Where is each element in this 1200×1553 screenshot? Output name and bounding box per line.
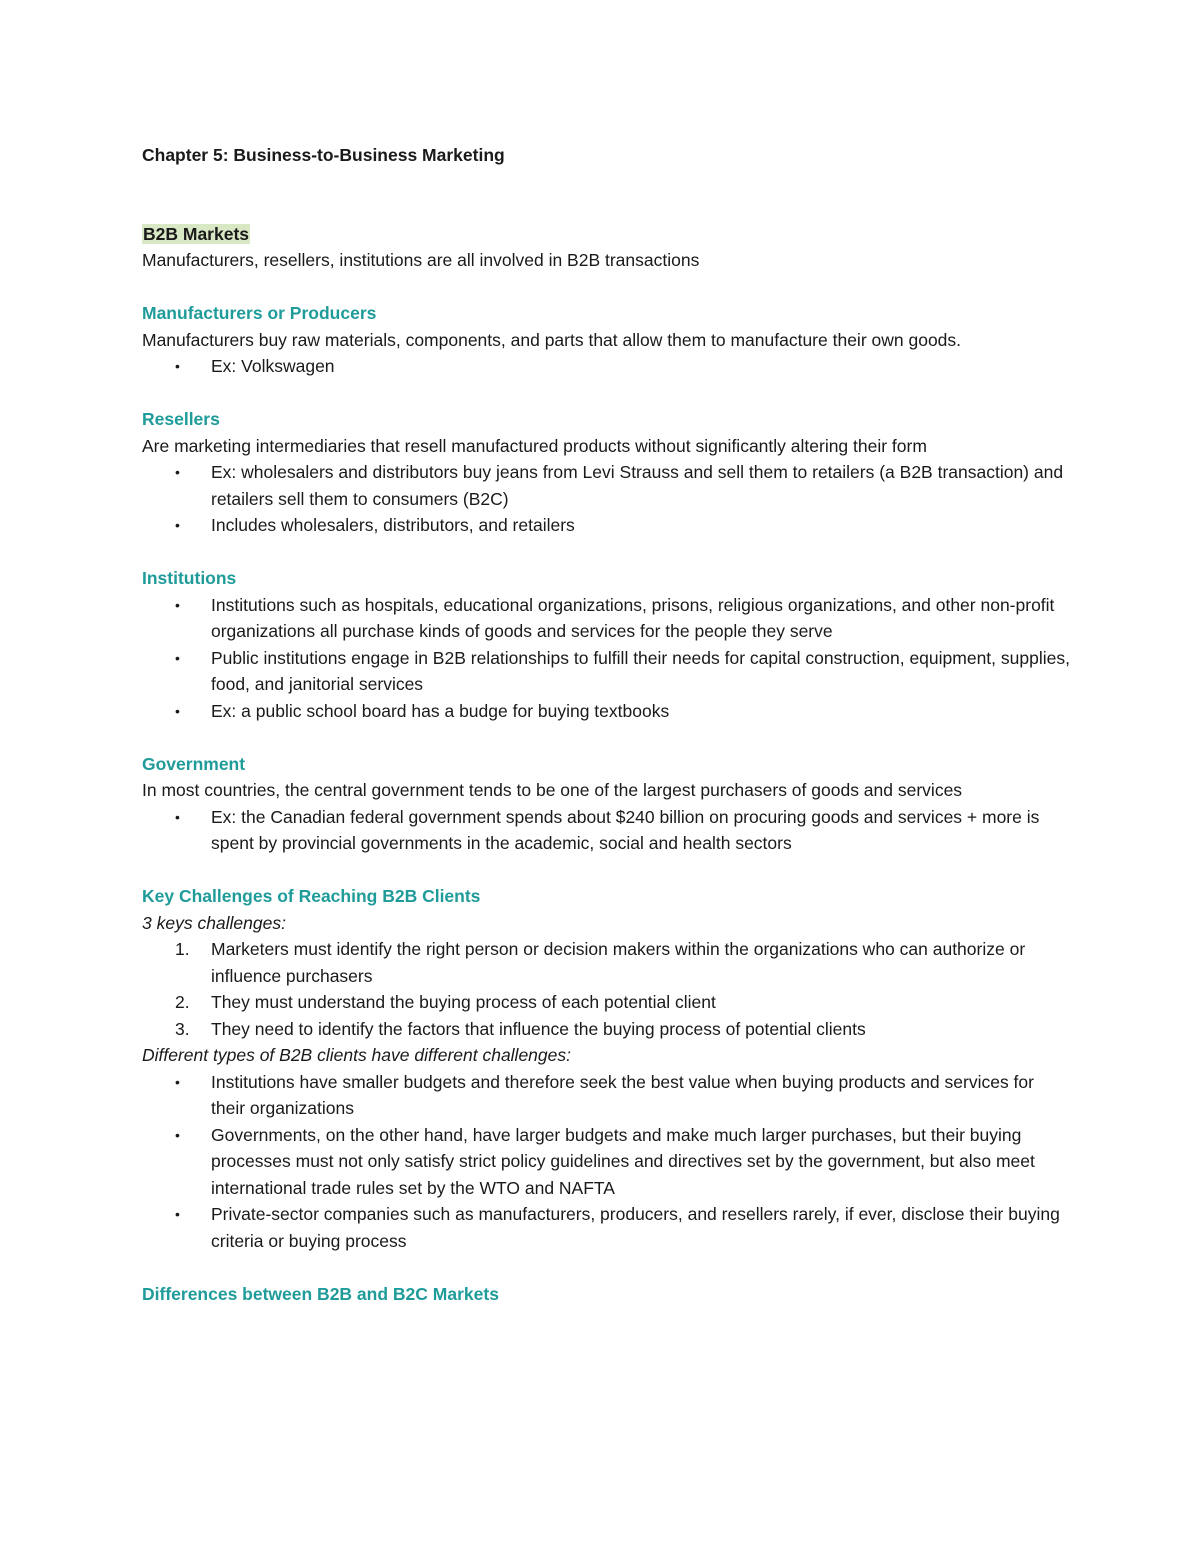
bullet-list (142, 804, 1072, 857)
bullet-icon: • (175, 1126, 180, 1143)
list-item: • Governments, on the other hand, have larger budgets and make much larger purchases, but their buying processes must not only satisfy strict policy guidelines and directives set by the government, but also meet international trade rules set by the WTO and NAFTA (142, 1122, 1072, 1202)
section-manufacturers (142, 300, 1072, 380)
paragraph: In most countries, the central government tends to be one of the largest purchasers of goods and services (142, 780, 963, 800)
list-item: 2. They must understand the buying process of each potential client (175, 992, 716, 1012)
list-item: • Ex: a public school board has a budge for buying textbooks (142, 698, 1072, 725)
section-government (142, 751, 1072, 857)
document-body (142, 142, 1072, 1334)
list-item: • Includes wholesalers, distributors, and retailers (142, 512, 1072, 539)
paragraph: Manufacturers, resellers, institutions are all involved in B2B transactions (142, 250, 700, 270)
chapter-title: Chapter 5: Business-to-Business Marketing (142, 145, 505, 165)
bullet-icon: • (175, 358, 180, 374)
list-item: • Institutions have smaller budgets and therefore seek the best value when buying products and services for their organizations (142, 1069, 1072, 1122)
bullet-icon: • (175, 1206, 180, 1222)
section-heading: Manufacturers or Producers (142, 303, 377, 323)
paragraph: Manufacturers buy raw materials, components, and parts that allow them to manufacture their own goods. (142, 329, 962, 350)
section-resellers (142, 406, 1072, 539)
bullet-list (142, 592, 1072, 725)
section-heading: Resellers (142, 409, 220, 429)
section-heading: Differences between B2B and B2C Markets (142, 1283, 499, 1304)
section-institutions (142, 565, 1072, 724)
italic-intro: Different types of B2B clients have different challenges: (142, 1045, 571, 1065)
list-item: • Ex: wholesalers and distributors buy jeans from Levi Strauss and sell them to retailers (a B2B transaction) and retailers sell them to consumers (B2C) (142, 459, 1072, 512)
section-heading: Institutions (142, 568, 237, 588)
numbered-list (142, 936, 1072, 1042)
section-differences (142, 1281, 1072, 1308)
bullet-icon: • (175, 596, 180, 613)
italic-intro: 3 keys challenges: (142, 912, 286, 933)
bullet-icon: • (175, 464, 180, 480)
bullet-icon: • (175, 1073, 180, 1090)
bullet-list (142, 1069, 1072, 1255)
paragraph: Are marketing intermediaries that resell manufactured products without significantly altering their form (142, 435, 927, 456)
list-item: 1. Marketers must identify the right person or decision makers within the organizations who can authorize or influence purchasers (175, 939, 1026, 986)
bullet-list (142, 459, 1072, 539)
list-item: • Ex: the Canadian federal government spends about $240 billion on procuring goods and services + more is spent by provincial governments in the academic, social and health sectors (142, 804, 1072, 857)
list-item: 3. They need to identify the factors that influence the buying process of potential clients (175, 1018, 866, 1039)
section-heading: Government (142, 753, 246, 774)
bullet-icon: • (175, 702, 180, 719)
bullet-icon: • (175, 517, 180, 533)
list-item: • Ex: Volkswagen (142, 353, 1072, 380)
highlighted-heading: B2B Markets (143, 223, 250, 244)
list-item: • Private-sector companies such as manufacturers, producers, and resellers rarely, if ever, disclose their buying criteria or buying process (142, 1201, 1072, 1254)
list-item: • Public institutions engage in B2B relationships to fulfill their needs for capital construction, equipment, supplies, food, and janitorial services (142, 645, 1072, 698)
section-b2b-markets (142, 221, 1072, 274)
section-key-challenges (142, 883, 1072, 1254)
bullet-list (142, 353, 1072, 380)
list-item: • Institutions such as hospitals, educational organizations, prisons, religious organizations, and other non-profit organizations all purchase kinds of goods and services for the people they serve (142, 592, 1072, 645)
section-heading: Key Challenges of Reaching B2B Clients (142, 886, 481, 906)
bullet-icon: • (175, 808, 180, 825)
bullet-icon: • (175, 649, 180, 666)
